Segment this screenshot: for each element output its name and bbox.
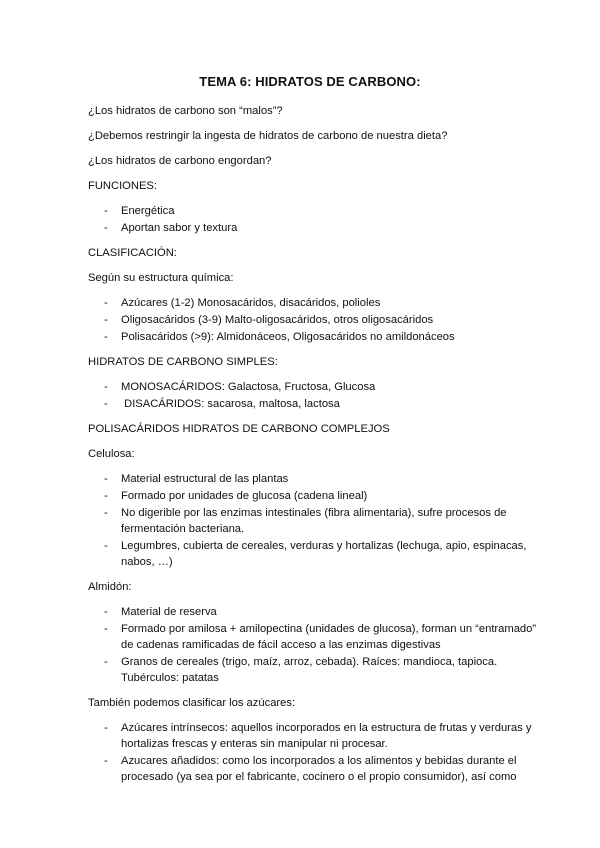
section-heading-funciones: FUNCIONES: <box>88 180 157 192</box>
list-item: - Legumbres, cubierta de cereales, verduras y hortalizas (lechuga, apio, espinacas, nabos, …) <box>104 540 527 568</box>
dash-bullet: - <box>104 222 108 234</box>
section-heading-almidon: Almidón: <box>88 581 132 593</box>
dash-bullet: - <box>104 656 108 668</box>
page-title: TEMA 6: HIDRATOS DE CARBONO: <box>199 74 421 89</box>
section-heading-simples: HIDRATOS DE CARBONO SIMPLES: <box>88 356 278 368</box>
azucares-list <box>88 720 540 785</box>
list-item: - Polisacáridos (>9): Almidonáceos, Oligosacáridos no amildonáceos <box>104 331 455 343</box>
section-subheading: Según su estructura química: <box>88 272 234 284</box>
dash-bullet: - <box>104 297 108 309</box>
list-item: - Formado por amilosa + amilopectina (unidades de glucosa), forman un “entramado” de cadenas ramificadas de fácil acceso a las enzimas digestivas <box>104 623 537 651</box>
clasificacion-list <box>88 295 540 345</box>
list-item: - Energética <box>104 205 175 217</box>
list-item: - Azucares añadidos: como los incorporados a los alimentos y bebidas durante el procesado (ya sea por el fabricante, cocinero o el propio consumidor), así como <box>104 755 517 783</box>
list-item: - Granos de cereales (trigo, maíz, arroz, cebada). Raíces: mandioca, tapioca. Tubérculos: patatas <box>104 656 498 684</box>
list-item: - DISACÁRIDOS: sacarosa, maltosa, lactosa <box>104 398 340 410</box>
funciones-list <box>88 203 540 236</box>
list-item: - Material de reserva <box>104 606 217 618</box>
dash-bullet: - <box>104 755 108 767</box>
dash-bullet: - <box>104 722 108 734</box>
simples-list <box>88 379 540 412</box>
dash-bullet: - <box>104 381 108 393</box>
question: ¿Los hidratos de carbono engordan? <box>88 155 272 167</box>
question: ¿Debemos restringir la ingesta de hidratos de carbono de nuestra dieta? <box>88 130 448 142</box>
dash-bullet: - <box>104 205 108 217</box>
almidon-list <box>88 604 540 686</box>
dash-bullet: - <box>104 331 108 343</box>
section-heading-azucares: También podemos clasificar los azúcares: <box>88 697 296 709</box>
dash-bullet: - <box>104 490 108 502</box>
section-heading-complejos: POLISACÁRIDOS HIDRATOS DE CARBONO COMPLEJOS <box>88 423 390 435</box>
dash-bullet: - <box>104 507 108 519</box>
list-item: - Azúcares (1-2) Monosacáridos, disacáridos, polioles <box>104 297 381 309</box>
list-item: - Oligosacáridos (3-9) Malto-oligosacáridos, otros oligosacáridos <box>104 314 434 326</box>
question: ¿Los hidratos de carbono son “malos”? <box>88 105 283 117</box>
dash-bullet: - <box>104 314 108 326</box>
dash-bullet: - <box>104 606 108 618</box>
list-item: - Formado por unidades de glucosa (cadena lineal) <box>104 490 368 502</box>
list-item: - Azúcares intrínsecos: aquellos incorporados en la estructura de frutas y verduras y hortalizas frescas y enteras sin manipular ni procesar. <box>104 722 532 750</box>
dash-bullet: - <box>104 473 108 485</box>
section-heading-clasificacion: CLASIFICACIÓN: <box>88 247 177 259</box>
celulosa-list <box>88 471 540 570</box>
dash-bullet: - <box>104 398 108 410</box>
list-item: - MONOSACÁRIDOS: Galactosa, Fructosa, Glucosa <box>104 381 376 393</box>
dash-bullet: - <box>104 540 108 552</box>
list-item: - Aportan sabor y textura <box>104 222 238 234</box>
dash-bullet: - <box>104 623 108 635</box>
list-item: - No digerible por las enzimas intestinales (fibra alimentaria), sufre procesos de fermentación bacteriana. <box>104 507 507 535</box>
section-heading-celulosa: Celulosa: <box>88 448 135 460</box>
list-item: - Material estructural de las plantas <box>104 473 289 485</box>
